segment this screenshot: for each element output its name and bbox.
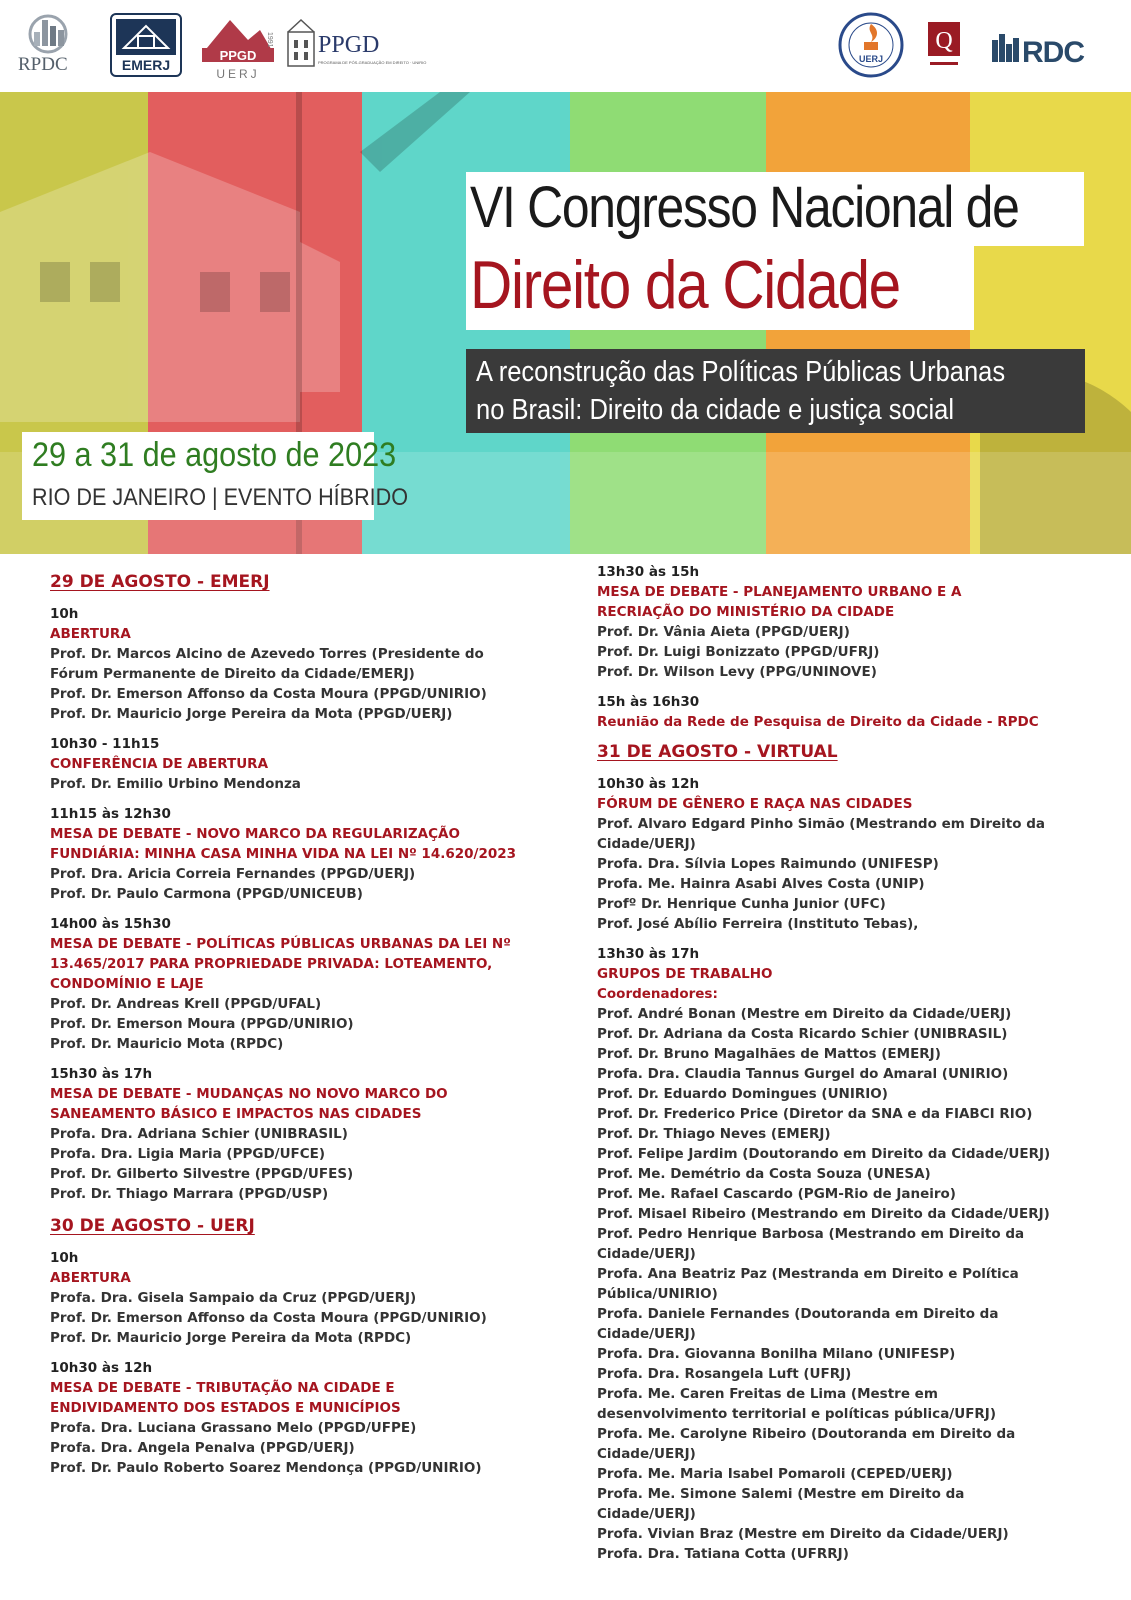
emerj-logo (110, 10, 182, 80)
speaker-name: Prof. Dr. Gilberto Silvestre (PPGD/UFES) (50, 1166, 354, 1182)
session-block (50, 734, 580, 794)
speaker-name: Profa. Ana Beatriz Paz (Mestranda em Direito e Política (597, 1266, 1019, 1282)
day-1-sessions (50, 604, 580, 1204)
event-location: RIO DE JANEIRO | EVENTO HÍBRIDO (32, 484, 409, 511)
speaker-name: Prof. Dr. Thiago Neves (EMERJ) (597, 1126, 831, 1142)
rpdc-logo (18, 10, 90, 80)
speaker-name: Prof. Dr. Vânia Aieta (PPGD/UERJ) (597, 624, 850, 640)
speaker-name: Profa. Dra. Adriana Schier (UNIBRASIL) (50, 1126, 348, 1142)
speaker-name: Profa. Me. Hainra Asabi Alves Costa (UNIP) (597, 876, 925, 892)
session-title: GRUPOS DE TRABALHO (597, 966, 773, 982)
speaker-name: Prof. Dr. Mauricio Jorge Pereira da Mota (RPDC) (50, 1330, 412, 1346)
session-time: 15h às 16h30 (597, 694, 700, 710)
svg-text:1991: 1991 (266, 32, 273, 48)
event-subtitle (466, 349, 1085, 433)
session-title: CONFERÊNCIA DE ABERTURA (50, 756, 269, 772)
session-block (597, 774, 1117, 934)
program-left-column (50, 566, 580, 1488)
speaker-name: Cidade/UERJ) (597, 1326, 696, 1342)
speaker-name: Prof. José Abílio Ferreira (Instituto Tebas), (597, 916, 919, 932)
session-block (50, 914, 580, 1054)
day-2-afternoon-sessions (597, 562, 1117, 732)
speaker-name: Profa. Me. Maria Isabel Pomaroli (CEPED/UERJ) (597, 1466, 953, 1482)
session-time: 10h (50, 606, 79, 622)
speaker-name: Prof. Dra. Aricia Correia Fernandes (PPGD/UERJ) (50, 866, 416, 882)
speaker-name: Pública/UNIRIO) (597, 1286, 718, 1302)
speaker-name: Prof. Dr. Emilio Urbino Mendonza (50, 776, 301, 792)
speaker-name: Prof. Pedro Henrique Barbosa (Mestrando em Direito da (597, 1226, 1025, 1242)
session-time: 11h15 às 12h30 (50, 806, 171, 822)
quaestio-logo (926, 10, 962, 80)
speaker-name: Prof. Dr. Thiago Marrara (PPGD/USP) (50, 1186, 329, 1202)
speaker-name: Prof. Dr. Emerson Affonso da Costa Moura (PPGD/UNIRIO) (50, 1310, 487, 1326)
speaker-name: Profa. Me. Simone Salemi (Mestre em Direito da (597, 1486, 965, 1502)
speaker-name: Profº Dr. Henrique Cunha Junior (UFC) (597, 896, 886, 912)
date-box (22, 432, 409, 520)
program-right-column (597, 562, 1117, 1574)
session-block (50, 804, 580, 904)
svg-text:UERJ: UERJ (216, 67, 260, 81)
session-title: SANEAMENTO BÁSICO E IMPACTOS NAS CIDADES (50, 1106, 422, 1122)
session-title: FÓRUM DE GÊNERO E RAÇA NAS CIDADES (597, 796, 913, 812)
speaker-name: Prof. Dr. Wilson Levy (PPG/UNINOVE) (597, 664, 877, 680)
subtitle-line-2: no Brasil: Direito da cidade e justiça social (476, 394, 955, 426)
svg-text:UERJ: UERJ (858, 54, 884, 64)
speaker-name: Cidade/UERJ) (597, 1506, 696, 1522)
speaker-name: Profa. Dra. Gisela Sampaio da Cruz (PPGD/UERJ) (50, 1290, 417, 1306)
session-title: FUNDIÁRIA: MINHA CASA MINHA VIDA NA LEI Nº 14.620/2023 (50, 846, 517, 862)
session-title: Coordenadores: (597, 986, 718, 1002)
day-heading: 30 DE AGOSTO - UERJ (50, 1216, 255, 1236)
speaker-name: Prof. Dr. Paulo Carmona (PPGD/UNICEUB) (50, 886, 363, 902)
subtitle-line-1: A reconstrução das Políticas Públicas Urbanas (476, 356, 1006, 388)
speaker-name: Prof. Dr. Eduardo Domingues (UNIRIO) (597, 1086, 888, 1102)
session-time: 15h30 às 17h (50, 1066, 153, 1082)
speaker-name: Prof. Dr. Bruno Magalhães de Mattos (EMERJ) (597, 1046, 941, 1062)
session-title: ENDIVIDAMENTO DOS ESTADOS E MUNICÍPIOS (50, 1400, 401, 1416)
rdc-logo (988, 10, 1098, 80)
session-time: 10h30 - 11h15 (50, 736, 160, 752)
svg-text:PPGD: PPGD (219, 48, 257, 63)
speaker-name: Prof. Dr. Frederico Price (Diretor da SNA e da FIABCI RIO) (597, 1106, 1033, 1122)
speaker-name: Prof. Dr. Luigi Bonizzato (PPGD/UFRJ) (597, 644, 880, 660)
session-time: 13h30 às 17h (597, 946, 700, 962)
day-2-sessions (50, 1248, 580, 1478)
speaker-name: Cidade/UERJ) (597, 836, 696, 852)
svg-text:PROGRAMA DE PÓS-GRADUAÇÃO EM D: PROGRAMA DE PÓS-GRADUAÇÃO EM DIREITO · UNIRIO (318, 60, 427, 65)
session-title: ABERTURA (50, 1270, 131, 1286)
speaker-name: Prof. Me. Demétrio da Costa Souza (UNESA) (597, 1166, 931, 1182)
session-title: MESA DE DEBATE - POLÍTICAS PÚBLICAS URBANAS DA LEI Nº (50, 936, 511, 952)
session-title: ABERTURA (50, 626, 131, 642)
speaker-name: Profa. Me. Carolyne Ribeiro (Doutoranda em Direito da (597, 1426, 1016, 1442)
title-line-2-box (466, 246, 974, 330)
speaker-name: Cidade/UERJ) (597, 1246, 696, 1262)
svg-text:EMERJ: EMERJ (121, 57, 171, 73)
event-title: VI Congresso Nacional de (470, 175, 1019, 240)
session-time: 10h30 às 12h (50, 1360, 153, 1376)
speaker-name: Prof. Dr. Andreas Krell (PPGD/UFAL) (50, 996, 322, 1012)
session-time: 14h00 às 15h30 (50, 916, 171, 932)
session-block (50, 1248, 580, 1348)
svg-text:Q: Q (935, 28, 953, 54)
speaker-name: Prof. Dr. Marcos Alcino de Azevedo Torres (Presidente do (50, 646, 484, 662)
svg-text:RPDC: RPDC (18, 54, 68, 75)
session-block (597, 692, 1117, 732)
speaker-name: Prof. Alvaro Edgard Pinho Simão (Mestrando em Direito da (597, 816, 1045, 832)
speaker-name: Profa. Dra. Sílvia Lopes Raimundo (UNIFESP) (597, 856, 939, 872)
speaker-name: Cidade/UERJ) (597, 1446, 696, 1462)
session-title: 13.465/2017 PARA PROPRIEDADE PRIVADA: LOTEAMENTO, (50, 956, 493, 972)
uerj-seal-logo (836, 10, 906, 80)
speaker-name: desenvolvimento territorial e políticas pública/UFRJ) (597, 1406, 997, 1422)
speaker-name: Profa. Dra. Tatiana Cotta (UFRRJ) (597, 1546, 849, 1562)
speaker-name: Prof. Dr. Emerson Affonso da Costa Moura (PPGD/UNIRIO) (50, 686, 487, 702)
session-title: CONDOMÍNIO E LAJE (50, 976, 204, 992)
speaker-name: Fórum Permanente de Direito da Cidade/EMERJ) (50, 666, 415, 682)
rpdc-emblem-icon (18, 10, 90, 82)
speaker-name: Prof. André Bonan (Mestre em Direito da Cidade/UERJ) (597, 1006, 1012, 1022)
day-3-sessions (597, 774, 1117, 1564)
speaker-name: Prof. Misael Ribeiro (Mestrando em Direito da Cidade/UERJ) (597, 1206, 1050, 1222)
speaker-name: Prof. Dr. Mauricio Jorge Pereira da Mota (PPGD/UERJ) (50, 706, 453, 722)
session-title: MESA DE DEBATE - MUDANÇAS NO NOVO MARCO DO (50, 1086, 448, 1102)
session-time: 13h30 às 15h (597, 564, 700, 580)
session-block (50, 604, 580, 724)
session-time: 10h (50, 1250, 79, 1266)
speaker-name: Profa. Dra. Luciana Grassano Melo (PPGD/UFPE) (50, 1420, 417, 1436)
speaker-name: Prof. Felipe Jardim (Doutorando em Direito da Cidade/UERJ) (597, 1146, 1051, 1162)
speaker-name: Prof. Dr. Paulo Roberto Soarez Mendonça (PPGD/UNIRIO) (50, 1460, 482, 1476)
session-block (50, 1358, 580, 1478)
event-title-highlight: Direito da Cidade (470, 247, 900, 323)
session-title: RECRIAÇÃO DO MINISTÉRIO DA CIDADE (597, 604, 895, 620)
speaker-name: Prof. Dr. Mauricio Mota (RPDC) (50, 1036, 284, 1052)
speaker-name: Prof. Me. Rafael Cascardo (PGM-Rio de Janeiro) (597, 1186, 956, 1202)
day-heading: 31 DE AGOSTO - VIRTUAL (597, 742, 838, 762)
speaker-name: Profa. Me. Caren Freitas de Lima (Mestre em (597, 1386, 938, 1402)
speaker-name: Profa. Dra. Claudia Tannus Gurgel do Amaral (UNIRIO) (597, 1066, 1009, 1082)
event-date: 29 a 31 de agosto de 2023 (32, 436, 397, 474)
session-block (597, 562, 1117, 682)
svg-text:RDC: RDC (1022, 36, 1084, 69)
ppgd-uerj-logo (200, 10, 276, 80)
ppgd-unirio-logo (286, 10, 427, 80)
session-time: 10h30 às 12h (597, 776, 700, 792)
speaker-name: Profa. Dra. Angela Penalva (PPGD/UERJ) (50, 1440, 355, 1456)
speaker-name: Prof. Dr. Emerson Moura (PPGD/UNIRIO) (50, 1016, 354, 1032)
svg-text:PPGD: PPGD (318, 32, 380, 58)
session-block (50, 1064, 580, 1204)
session-title: MESA DE DEBATE - NOVO MARCO DA REGULARIZAÇÃO (50, 826, 460, 842)
logo-bar (0, 0, 1131, 92)
session-title: Reunião da Rede de Pesquisa de Direito da Cidade - RPDC (597, 714, 1039, 730)
speaker-name: Profa. Vivian Braz (Mestre em Direito da Cidade/UERJ) (597, 1526, 1009, 1542)
day-heading: 29 DE AGOSTO - EMERJ (50, 572, 270, 592)
title-line-1-box (466, 172, 1084, 246)
speaker-name: Profa. Dra. Rosangela Luft (UFRJ) (597, 1366, 852, 1382)
speaker-name: Profa. Dra. Giovanna Bonilha Milano (UNIFESP) (597, 1346, 956, 1362)
hero-banner (0, 92, 1131, 554)
session-block (597, 944, 1117, 1564)
speaker-name: Prof. Dr. Adriana da Costa Ricardo Schier (UNIBRASIL) (597, 1026, 1008, 1042)
speaker-name: Profa. Daniele Fernandes (Doutoranda em Direito da (597, 1306, 999, 1322)
session-title: MESA DE DEBATE - PLANEJAMENTO URBANO E A (597, 584, 962, 600)
speaker-name: Profa. Dra. Ligia Maria (PPGD/UFCE) (50, 1146, 326, 1162)
session-title: MESA DE DEBATE - TRIBUTAÇÃO NA CIDADE E (50, 1380, 395, 1396)
